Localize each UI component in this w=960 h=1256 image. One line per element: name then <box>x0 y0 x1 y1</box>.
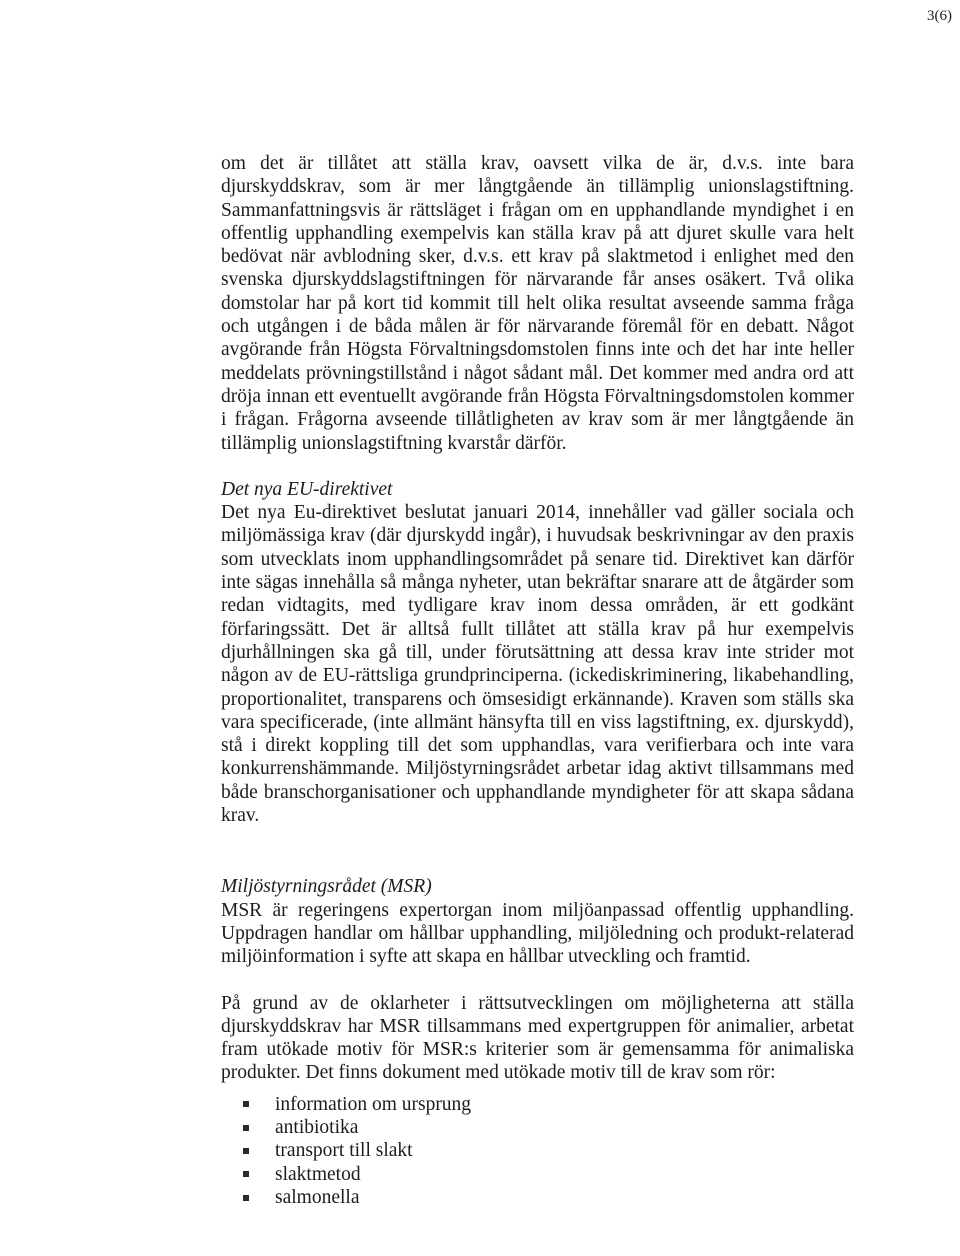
list-item <box>243 1093 854 1116</box>
page-number: 3(6) <box>927 8 952 24</box>
list-item-label: information om ursprung <box>275 1093 472 1115</box>
square-bullet-icon <box>243 1125 249 1131</box>
paragraph-legal-status: om det är tillåtet att ställa krav, oavsett vilka de är, d.v.s. inte bara djurskyddskrav, som är mer långtgående än tillämplig unionslagstiftning. Sammanfattningsvis är rättsläget i frågan om en upphandlande myndighet i en offentlig upphandling exempelvis kan ställa krav på att djuret skulle vara helt bedövat när avblodning sker, d.v.s. ett krav på slaktmetod i enlighet med den svenska djurskyddslagstiftningen för närvarande får anses osäkert. Två olika domstolar har på kort tid kommit till helt olika resultat avseende samma fråga och utgången i de båda målen är för närvarande föremål för en debatt. Något avgörande från Högsta Förvaltningsdomstolen finns inte och det har inte heller meddelats prövningstillstånd i något sådant mål. Det kommer med andra ord att dröja innan ett eventuellt avgörande från Högsta Förvaltningsdomstolen kommer i frågan. Frågorna avseende tillåtligheten av krav som är mer långtgående än tillämplig unionslagstiftning kvarstår därför. <box>221 153 854 454</box>
list-item-label: antibiotika <box>275 1116 359 1138</box>
square-bullet-icon <box>243 1171 249 1177</box>
list-item <box>243 1139 854 1162</box>
list-item-label: salmonella <box>275 1186 360 1208</box>
paragraph-eu-directive: Det nya Eu-direktivet beslutat januari 2014, innehåller vad gäller sociala och miljömässiga krav (där djurskydd ingår), i huvudsak beskrivningar av den praxis som utvecklats inom upphandlingsområdet på senare tid. Direktivet kan därför inte sägas innehålla så många nyheter, utan bekräftar snarare att de åtgärder som redan vidtagits, med tydligare krav inom dessa områden, är ett godkänt förfaringssätt. Det är alltså fullt tillåtet att ställa krav på hur exempelvis djurhållningen ska gå till, under förutsättning att dessa krav inte strider mot någon av de EU-rättsliga grundprinciperna. (ickediskriminering, likabehandling, proportionalitet, transparens och ömsesidigt erkännande). Kraven som ställs ska vara specificerade, (inte allmänt hänsyfta till en viss lagstiftning, ex. djurskydd), stå i direkt koppling till det som upphandlas, vara verifierbara och inte vara konkurrenshämmande. Miljöstyrningsrådet arbetar idag aktivt tillsammans med både branschorganisationer och upphandlande myndigheter för att skapa sådana krav. <box>221 502 854 827</box>
square-bullet-icon <box>243 1101 249 1107</box>
square-bullet-icon <box>243 1148 249 1154</box>
list-item <box>243 1116 854 1139</box>
section-title-eu-directive: Det nya EU-direktivet <box>221 478 393 500</box>
square-bullet-icon <box>243 1195 249 1201</box>
list-item-label: transport till slakt <box>275 1140 413 1162</box>
list-item-label: slaktmetod <box>275 1163 361 1185</box>
list-item <box>243 1186 854 1209</box>
document-body <box>221 152 854 1209</box>
section-title-msr: Miljöstyrningsrådet (MSR) <box>221 876 432 898</box>
criteria-bullet-list <box>221 1093 854 1209</box>
paragraph-msr-intro: MSR är regeringens expertorgan inom miljöanpassad offentlig upphandling. Uppdragen handlar om hållbar upphandling, miljöledning och produkt-relaterad miljöinformation i syfte att skapa en hållbar utveckling och framtid. <box>221 899 854 968</box>
list-item <box>243 1163 854 1186</box>
paragraph-msr-motives: På grund av de oklarheter i rättsutvecklingen om möjligheterna att ställa djurskyddskrav har MSR tillsammans med expertgruppen för animalier, arbetat fram utökade motiv för MSR:s kriterier som är gemensamma för animaliska produkter. Det finns dokument med utökade motiv till de krav som rör: <box>221 992 854 1084</box>
